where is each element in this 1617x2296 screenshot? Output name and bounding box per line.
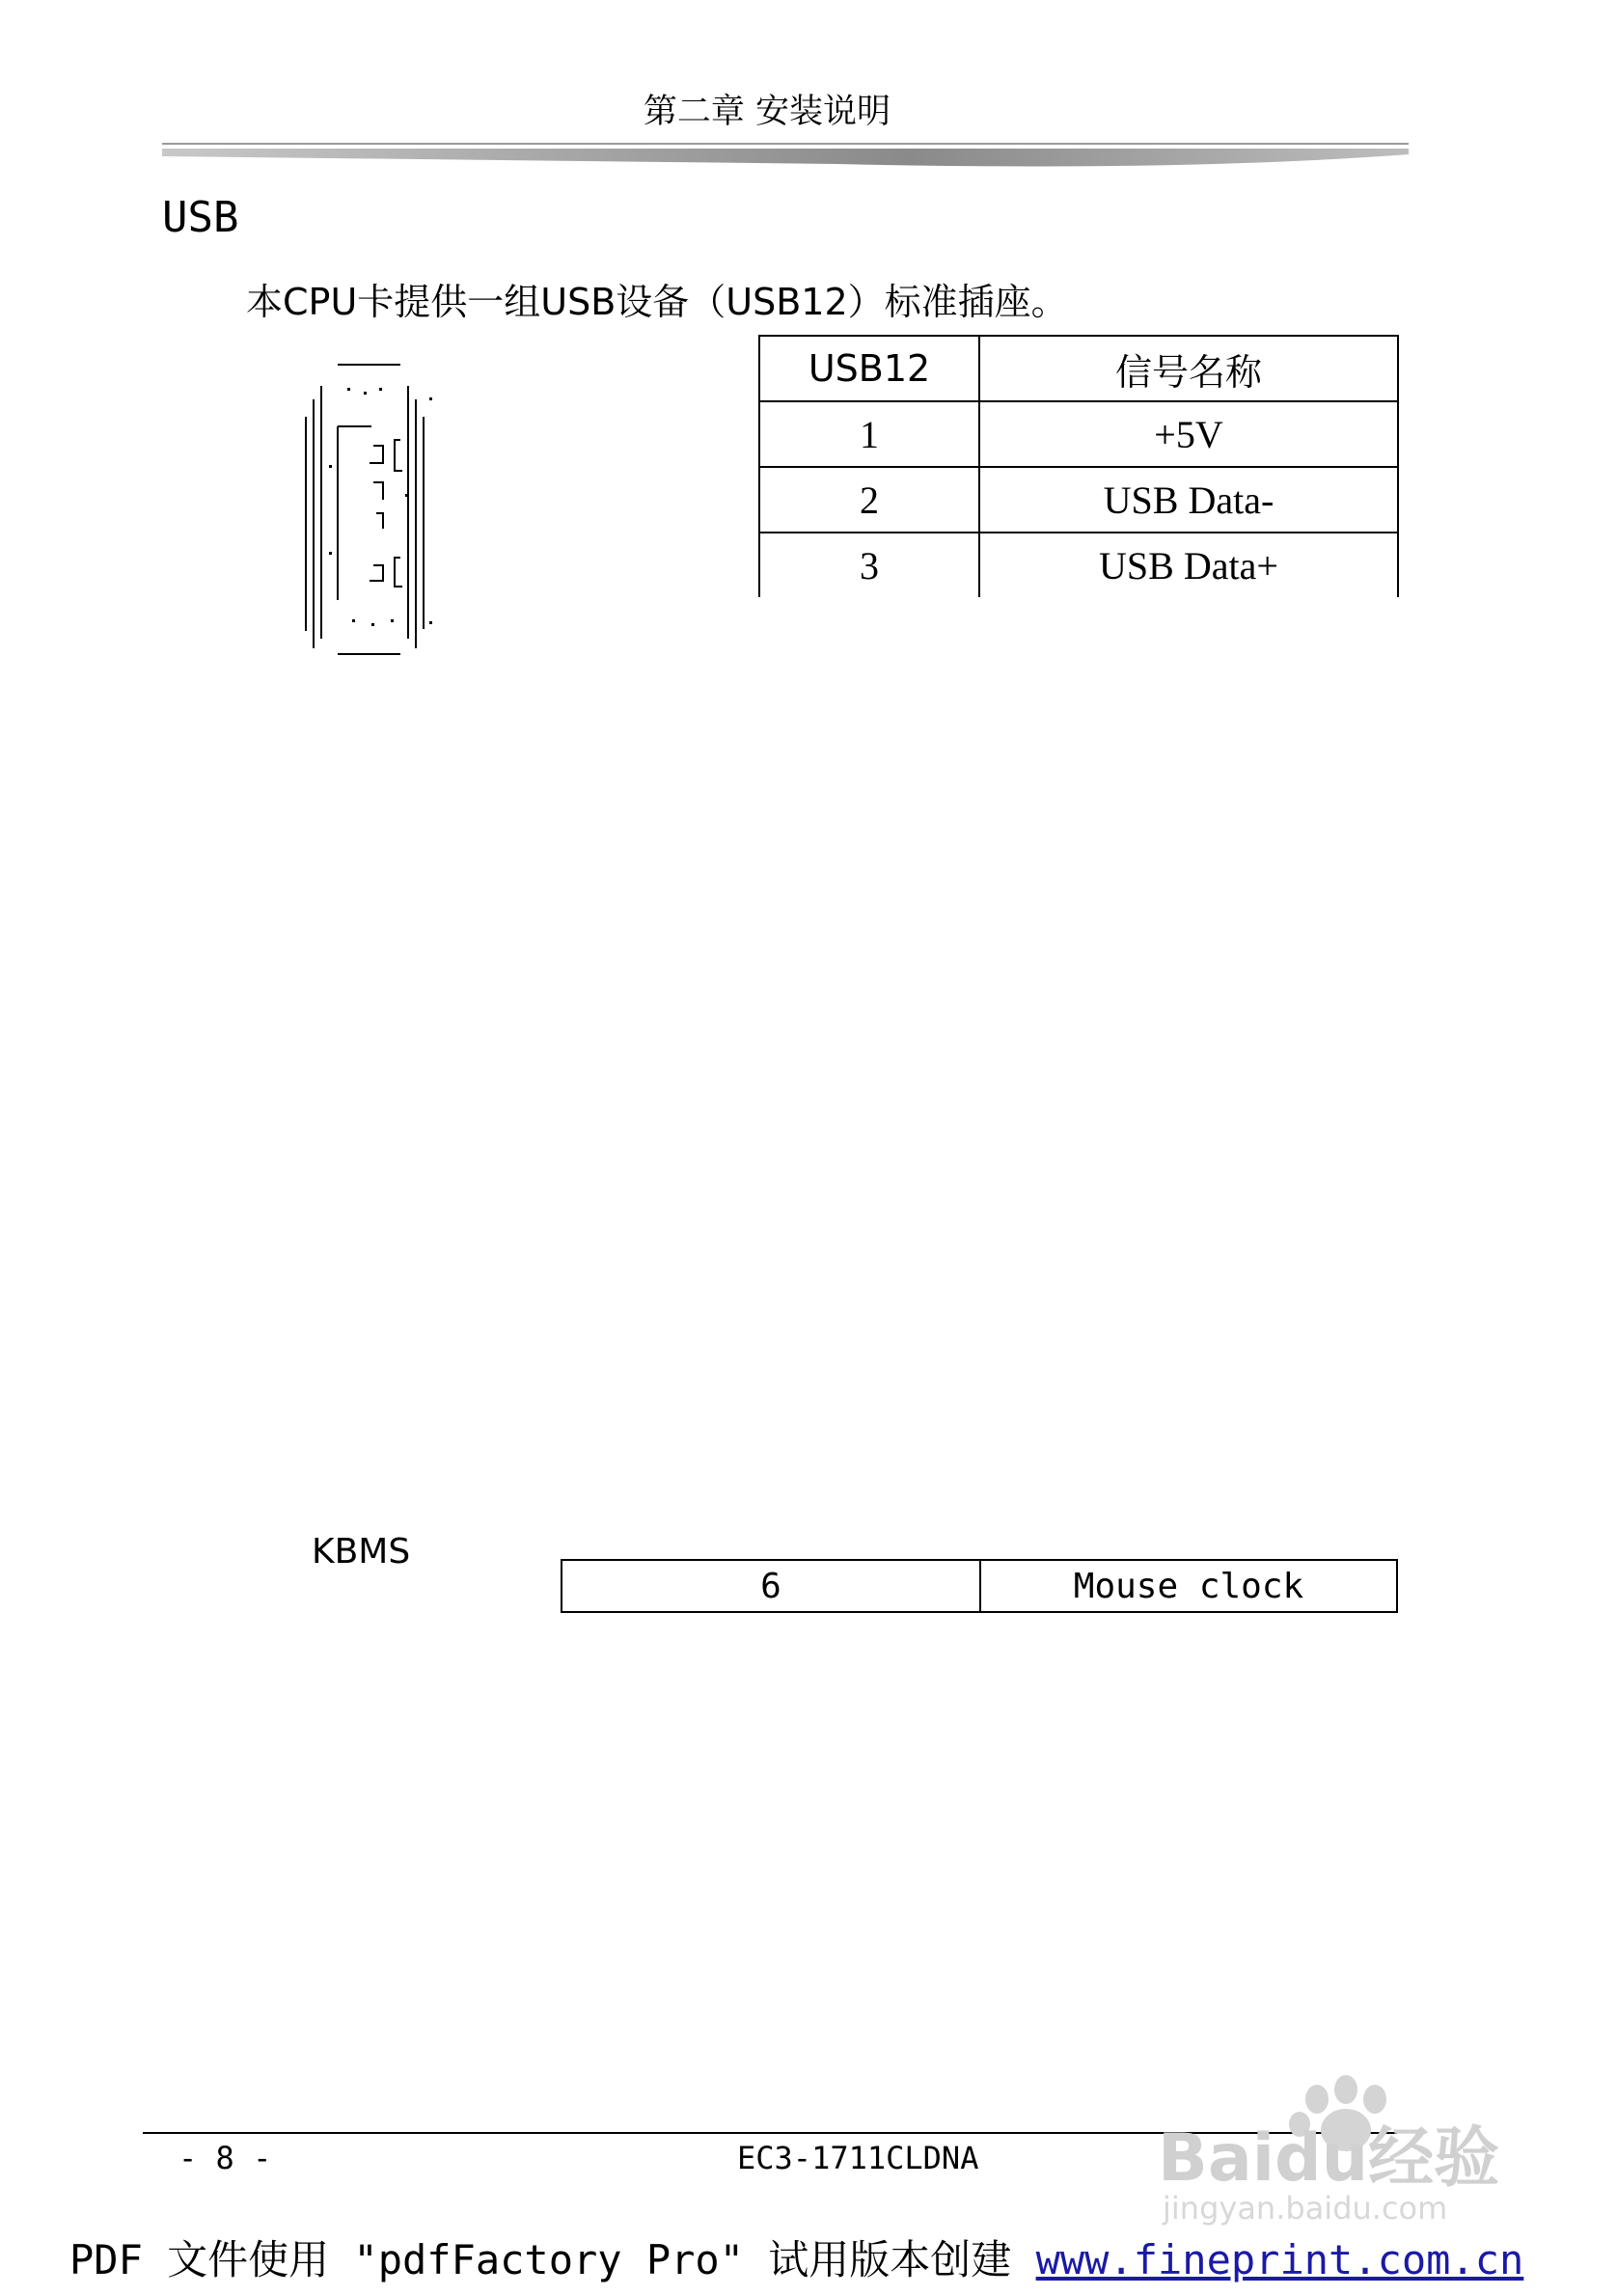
header-signal: 信号名称 bbox=[979, 336, 1398, 401]
chapter-title: 第二章 安装说明 bbox=[643, 93, 891, 131]
kbms-table bbox=[561, 1559, 1398, 1613]
pin-cell: 3 bbox=[759, 533, 979, 597]
kbms-label: KBMS bbox=[312, 1532, 411, 1572]
page-number: - 8 - bbox=[178, 2140, 272, 2176]
header-pin: USB12 bbox=[759, 336, 979, 401]
table-row bbox=[759, 401, 1398, 467]
section-heading: USB bbox=[162, 193, 239, 242]
watermark-brand: Baidu经验 bbox=[1158, 2120, 1500, 2197]
table-row bbox=[759, 533, 1398, 597]
usb-connector-diagram bbox=[294, 359, 449, 660]
pdf-creator-notice bbox=[69, 2228, 1523, 2286]
intro-paragraph: 本CPU卡提供一组USB设备（USB12）标准插座。 bbox=[246, 281, 1068, 323]
watermark-url: jingyan.baidu.com bbox=[1163, 2190, 1448, 2227]
pin-cell: 2 bbox=[759, 467, 979, 533]
baidu-watermark bbox=[1153, 2074, 1544, 2228]
creator-text: PDF 文件使用 "pdfFactory Pro" 试用版本创建 bbox=[69, 2236, 1036, 2283]
usb-pinout-table bbox=[758, 335, 1399, 597]
signal-cell: USB Data+ bbox=[979, 533, 1398, 597]
fineprint-link[interactable]: www.fineprint.com.cn bbox=[1035, 2236, 1524, 2283]
pin-cell: 6 bbox=[562, 1560, 980, 1612]
pin-cell: 1 bbox=[759, 401, 979, 467]
header-divider bbox=[162, 143, 1409, 176]
signal-cell: +5V bbox=[979, 401, 1398, 467]
model-number: EC3-1711CLDNA bbox=[737, 2140, 979, 2176]
signal-cell: Mouse clock bbox=[980, 1560, 1397, 1612]
table-row bbox=[759, 467, 1398, 533]
signal-cell: USB Data- bbox=[979, 467, 1398, 533]
table-header-row bbox=[759, 336, 1398, 401]
table-row bbox=[562, 1560, 1397, 1612]
